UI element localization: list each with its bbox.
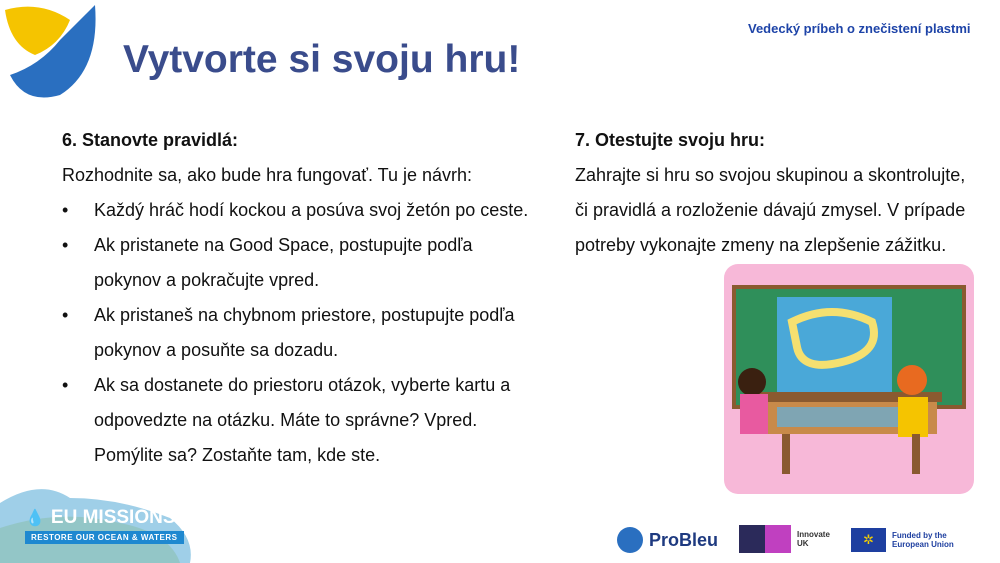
water-drop-icon: 💧 <box>25 510 45 527</box>
eu-funding-logo: ✲ Funded by the European Union <box>851 528 972 552</box>
test-section <box>575 123 970 263</box>
children-playing-board-game-image <box>722 262 977 497</box>
probleu-logo: ProBleu <box>617 527 718 553</box>
rules-heading: 6. Stanovte pravidlá: <box>62 130 239 150</box>
rule-item: • Každý hráč hodí kockou a posúva svoj žetón po ceste. <box>62 193 532 228</box>
page-title: Vytvorte si svoju hru! <box>123 38 521 81</box>
innovate-uk-logo: Innovate UK <box>739 525 837 553</box>
test-body: Zahrajte si hru so svojou skupinou a skontrolujte, či pravidlá a rozloženie dávajú zmysel. V prípade potreby vykonajte zmeny na zlepšenie zážitku. <box>575 165 966 255</box>
rule-item: • Ak sa dostanete do priestoru otázok, vyberte kartu a odpovedzte na otázku. Máte to správne? Vpred. Pomýlite sa? Zostaňte tam, kde ste. <box>62 368 532 473</box>
ukri-icon <box>739 525 791 553</box>
rule-item: • Ak pristanete na Good Space, postupujte podľa pokynov a pokračujte vpred. <box>62 228 532 298</box>
rule-item: • Ak pristaneš na chybnom priestore, postupujte podľa pokynov a posuňte sa dozadu. <box>62 298 532 368</box>
eu-missions-text: EU MISSIONS <box>50 507 176 528</box>
eu-missions-logo <box>25 507 184 544</box>
corner-logo-shape <box>0 0 100 100</box>
eu-flag-icon: ✲ <box>851 528 886 552</box>
probleu-icon <box>617 527 643 553</box>
rules-section <box>62 123 532 473</box>
rules-intro: Rozhodnite sa, ako bude hra fungovať. Tu je návrh: <box>62 165 473 185</box>
eu-missions-subtitle: RESTORE OUR OCEAN & WATERS <box>25 531 184 544</box>
test-heading: 7. Otestujte svoju hru: <box>575 130 766 150</box>
presentation-subtitle: Vedecký príbeh o znečistení plastmi <box>748 21 971 36</box>
